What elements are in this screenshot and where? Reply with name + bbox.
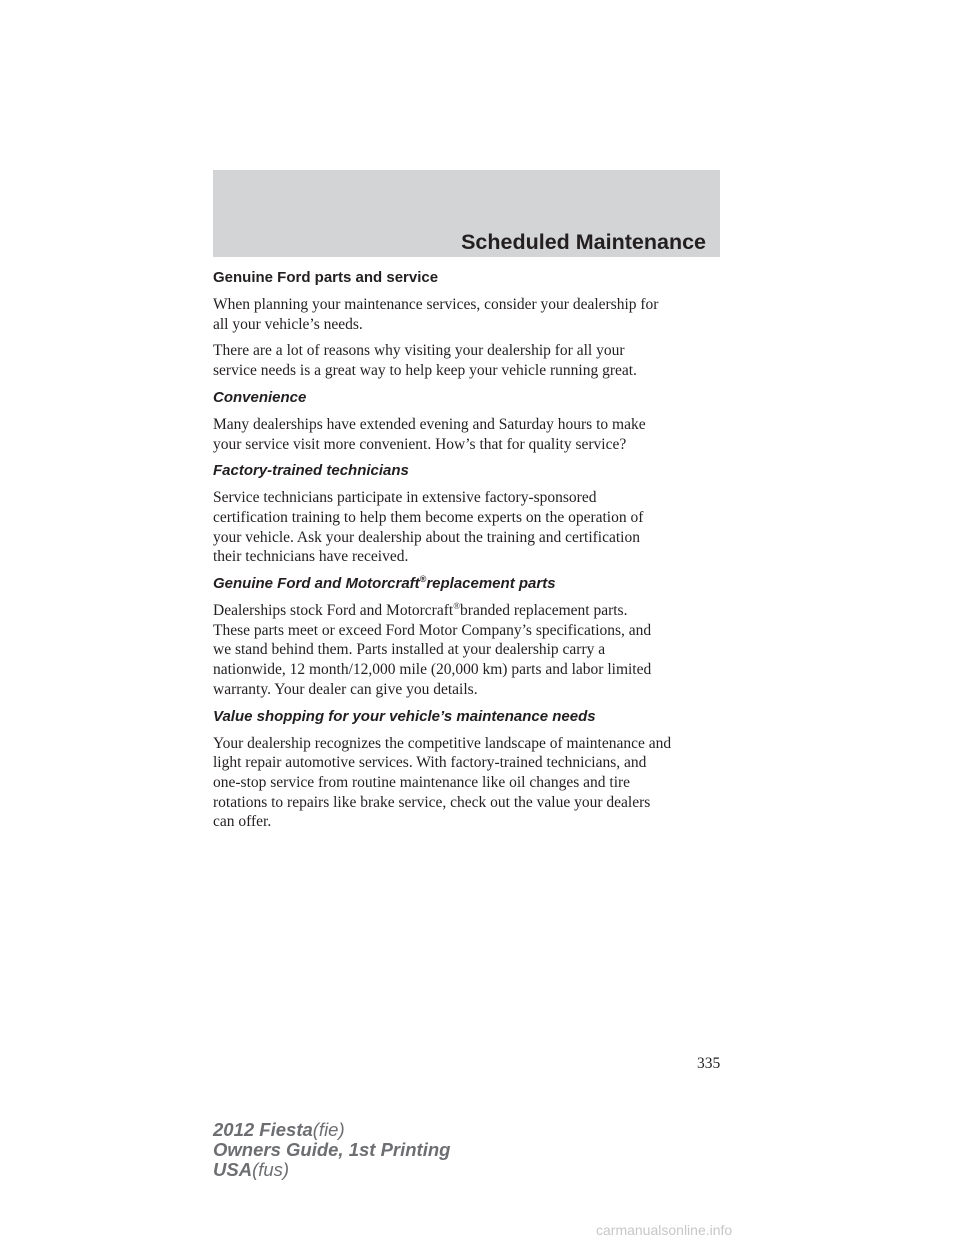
text-line: There are a lot of reasons why visiting your dealership for all your xyxy=(213,342,625,360)
page-number: 335 xyxy=(697,1055,721,1072)
text-line: one-stop service from routine maintenance like oil changes and tire xyxy=(213,773,631,791)
footer-line xyxy=(213,1120,450,1140)
text-line: When planning your maintenance services, consider your dealership for xyxy=(213,296,659,313)
paragraph xyxy=(213,601,728,700)
text-line: we stand behind them. Parts installed at your dealership carry a xyxy=(213,641,606,659)
text-line: can offer. xyxy=(213,813,272,831)
footer-market: USA xyxy=(213,1159,253,1180)
heading-replacement-parts xyxy=(213,574,728,594)
text-line: certification training to help them become experts on the operation of xyxy=(213,508,644,526)
paragraph xyxy=(213,488,728,567)
paragraph xyxy=(213,734,728,833)
heading-text-post: replacement parts xyxy=(426,575,556,593)
heading-text-pre: Genuine Ford and Motorcraft xyxy=(213,575,420,593)
footer-edition: Owners Guide, 1st Printing xyxy=(213,1139,451,1160)
text-line: warranty. Your dealer can give you details. xyxy=(213,680,478,698)
section-header-band xyxy=(213,170,720,257)
text-line: nationwide, 12 month/12,000 mile (20,000 km) parts and labor limited xyxy=(213,661,652,679)
footer-model: 2012 Fiesta xyxy=(213,1119,313,1140)
text-line xyxy=(213,601,728,621)
document-footer xyxy=(213,1120,450,1180)
text-line: Service technicians participate in extensive factory-sponsored xyxy=(213,489,597,507)
text-line: service needs is a great way to help keep your vehicle running great. xyxy=(213,362,637,380)
text-line: their technicians have received. xyxy=(213,548,409,566)
footer-line xyxy=(213,1140,450,1160)
text-line: rotations to repairs like brake service, check out the value your dealers xyxy=(213,793,651,811)
paragraph xyxy=(213,295,728,334)
text-line: your vehicle. Ask your dealership about the training and certification xyxy=(213,528,640,546)
footer-line xyxy=(213,1160,450,1180)
text-line: Many dealerships have extended evening and Saturday hours to make xyxy=(213,415,646,433)
text-line: light repair automotive services. With factory-trained technicians, and xyxy=(213,754,647,772)
watermark: carmanualsonline.info xyxy=(596,1222,733,1238)
text-segment: branded replacement parts. xyxy=(460,602,628,620)
text-line: Your dealership recognizes the competitive landscape of maintenance and xyxy=(213,734,672,752)
heading-factory-trained-technicians: Factory-trained technicians xyxy=(213,462,409,480)
text-line: These parts meet or exceed Ford Motor Company’s specifications, and xyxy=(213,621,652,639)
registered-mark: ® xyxy=(453,601,461,612)
text-segment: Dealerships stock Ford and Motorcraft xyxy=(213,602,454,620)
footer-code: (fus) xyxy=(252,1159,290,1180)
footer-code: (fie) xyxy=(312,1119,345,1140)
registered-mark: ® xyxy=(419,574,427,585)
heading-value-shopping: Value shopping for your vehicle’s maintenance needs xyxy=(213,707,596,725)
paragraph xyxy=(213,415,728,454)
text-line: all your vehicle’s needs. xyxy=(213,315,363,333)
heading-genuine-ford-parts: Genuine Ford parts and service xyxy=(213,269,439,286)
heading-convenience: Convenience xyxy=(213,388,307,406)
section-title: Scheduled Maintenance xyxy=(461,230,706,254)
page-content xyxy=(213,268,728,839)
paragraph xyxy=(213,341,728,380)
text-line: your service visit more convenient. How’s that for quality service? xyxy=(213,435,627,453)
